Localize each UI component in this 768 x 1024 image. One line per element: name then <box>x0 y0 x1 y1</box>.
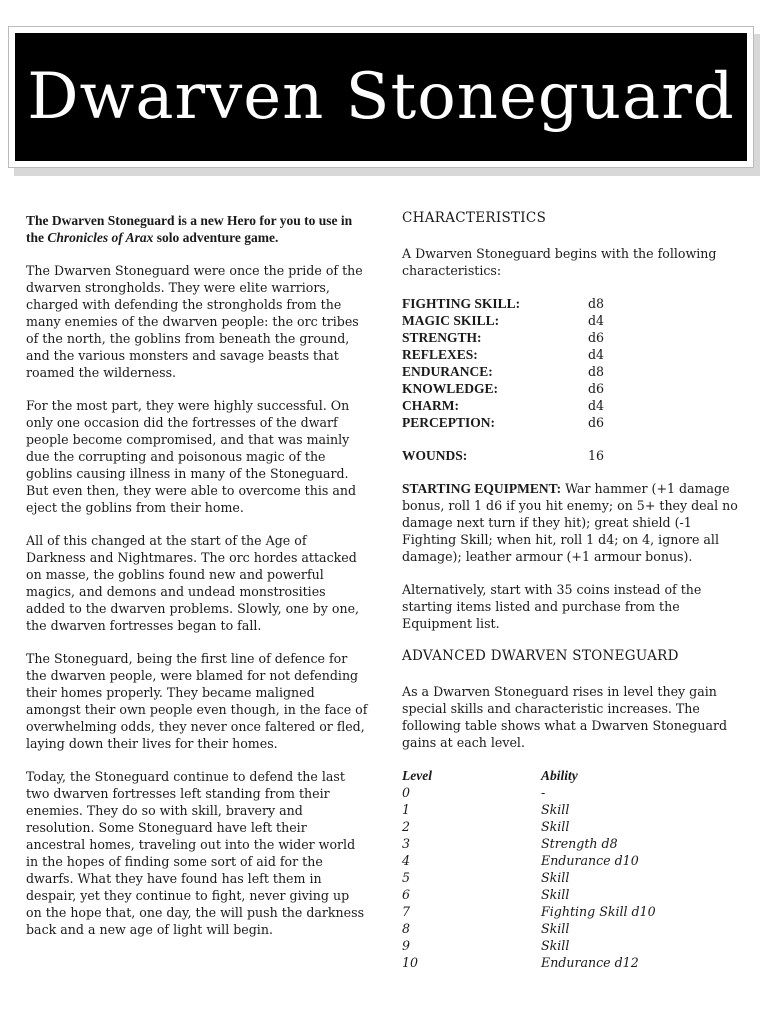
starting-equipment-text: War hammer (+1 damage bonus, roll 1 d6 if you hit enemy; on 5+ they deal no damage next turn if they hit); great shield (-1 Fighting Skill; when hit, roll 1 d4; on 4, ignore all damage); leather armour (+1 armour bonus). <box>402 481 738 564</box>
level-cell: 3 <box>402 836 411 851</box>
table-row <box>402 920 742 937</box>
stat-row <box>402 312 742 329</box>
characteristics-intro: A Dwarven Stoneguard begins with the following characteristics: <box>402 246 717 278</box>
stat-row <box>402 346 742 363</box>
level-cell: 8 <box>402 921 411 936</box>
wounds-block <box>402 447 742 464</box>
stat-value: d4 <box>588 398 605 413</box>
title-banner-inner <box>15 33 747 161</box>
ability-column-header: Ability <box>541 768 578 783</box>
stat-row <box>402 329 742 346</box>
body-paragraph: The Stoneguard, being the first line of defence for the dwarven people, were blamed for not defending their homes properly. They became maligned amongst their own people even though, in the face of overwhelming odds, they never once faltered or fled, laying down their lives for their homes. <box>26 651 368 751</box>
table-row <box>402 954 742 971</box>
table-row <box>402 869 742 886</box>
level-cell: 9 <box>402 938 411 953</box>
body-paragraph: For the most part, they were highly successful. On only one occasion did the fortresses of the dwarf people become compromised, and that was mainly due the corrupting and poisonous magic of the goblins causing illness in many of the Stoneguard. But even then, they were able to overcome this and eject the goblins from their home. <box>26 398 357 515</box>
stat-value: d6 <box>588 381 605 396</box>
table-row <box>402 903 742 920</box>
ability-cell: - <box>541 785 546 800</box>
level-cell: 0 <box>402 785 411 800</box>
intro-paragraph <box>26 212 368 246</box>
characteristics-list <box>402 295 742 431</box>
stat-name: MAGIC SKILL: <box>402 313 500 328</box>
stat-value: d4 <box>588 313 605 328</box>
wounds-value: 16 <box>588 448 605 463</box>
level-column-header: Level <box>402 768 432 783</box>
stat-name: STRENGTH: <box>402 330 482 345</box>
ability-cell: Skill <box>541 887 570 902</box>
left-column <box>26 212 368 954</box>
level-table <box>402 767 742 971</box>
characteristics-heading: CHARACTERISTICS <box>402 210 547 226</box>
ability-cell: Skill <box>541 921 570 936</box>
stat-row <box>402 363 742 380</box>
stat-name: ENDURANCE: <box>402 364 493 379</box>
stat-value: d6 <box>588 330 605 345</box>
starting-equipment <box>402 480 742 565</box>
level-cell: 4 <box>402 853 411 868</box>
level-cell: 1 <box>402 802 411 817</box>
table-row <box>402 801 742 818</box>
ability-cell: Skill <box>541 870 570 885</box>
table-row <box>402 886 742 903</box>
stat-row <box>402 414 742 431</box>
stat-row <box>402 397 742 414</box>
stat-value: d8 <box>588 364 605 379</box>
ability-cell: Skill <box>541 819 570 834</box>
stat-value: d6 <box>588 415 605 430</box>
alternative-start: Alternatively, start with 35 coins instead of the starting items listed and purchase from the Equipment list. <box>402 582 702 631</box>
intro-text-end: solo adventure game. <box>153 230 279 245</box>
intro-game-title: Chronicles of Arax <box>47 230 154 245</box>
level-cell: 5 <box>402 870 411 885</box>
body-paragraph: Today, the Stoneguard continue to defend the last two dwarven fortresses left standing from their enemies. They do so with skill, bravery and resolution. Some Stoneguard have left their ancestral homes, traveling out into the wider world in the hopes of finding some sort of aid for the dwarfs. What they have found has left them in despair, yet they continue to fight, never giving up on the hope that, one day, the will push the darkness back and a new age of light will begin. <box>26 769 365 937</box>
advanced-intro: As a Dwarven Stoneguard rises in level they gain special skills and characteristic increases. The following table shows what a Dwarven Stoneguard gains at each level. <box>402 684 728 750</box>
stat-row <box>402 380 742 397</box>
ability-cell: Endurance d12 <box>541 955 639 970</box>
level-cell: 7 <box>402 904 411 919</box>
wounds-row <box>402 447 742 464</box>
table-row <box>402 937 742 954</box>
ability-cell: Fighting Skill d10 <box>541 904 656 919</box>
level-cell: 2 <box>402 819 411 834</box>
table-row <box>402 818 742 835</box>
advanced-heading: ADVANCED DWARVEN STONEGUARD <box>402 648 679 664</box>
stat-value: d4 <box>588 347 605 362</box>
stat-name: FIGHTING SKILL: <box>402 296 521 311</box>
wounds-label: WOUNDS: <box>402 448 468 463</box>
stat-value: d8 <box>588 296 605 311</box>
stat-row <box>402 295 742 312</box>
page-title: Dwarven Stoneguard <box>27 60 735 134</box>
starting-equipment-label: STARTING EQUIPMENT: <box>402 481 562 496</box>
ability-cell: Strength d8 <box>541 836 618 851</box>
ability-cell: Skill <box>541 802 570 817</box>
ability-cell: Skill <box>541 938 570 953</box>
ability-cell: Endurance d10 <box>541 853 639 868</box>
stat-name: KNOWLEDGE: <box>402 381 499 396</box>
level-table-header <box>402 767 742 784</box>
stat-name: PERCEPTION: <box>402 415 496 430</box>
stat-name: CHARM: <box>402 398 459 413</box>
stat-name: REFLEXES: <box>402 347 478 362</box>
level-cell: 6 <box>402 887 411 902</box>
table-row <box>402 835 742 852</box>
table-row <box>402 852 742 869</box>
body-paragraph: The Dwarven Stoneguard were once the pride of the dwarven strongholds. They were elite warriors, charged with defending the strongholds from the many enemies of the dwarven people: the orc tribes of the north, the goblins from beneath the ground, and the various monsters and savage beasts that roamed the wilderness. <box>26 263 363 380</box>
table-row <box>402 784 742 801</box>
intro-text-start: The Dwarven Stoneguard is a new Hero for you to use in the <box>26 213 353 245</box>
title-banner <box>8 26 754 168</box>
level-cell: 10 <box>402 955 419 970</box>
right-column <box>402 210 742 971</box>
body-paragraph: All of this changed at the start of the Age of Darkness and Nightmares. The orc hordes attacked on masse, the goblins found new and powerful magics, and demons and undead monstrosities added to the dwarven problems. Slowly, one by one, the dwarven fortresses began to fall. <box>26 533 360 633</box>
